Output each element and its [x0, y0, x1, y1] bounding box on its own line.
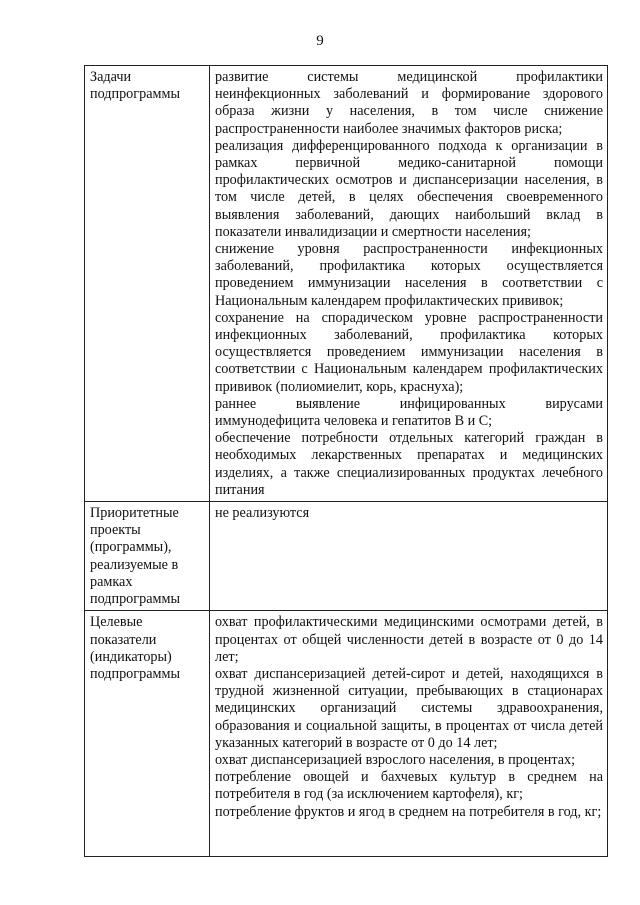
indicator-entry: охват диспансеризацией детей-сирот и детей, находящихся в трудной жизненной ситуации, пребывающих в стационарах медицинских организаций системы здравоохранения, образования и социальной защиты, в процентах от числа детей указанных категорий в возрасте от 0 до 14 лет; — [215, 665, 603, 751]
row-label-priority-projects: Приоритетные проекты (программы), реализуемые в рамках подпрограммы — [85, 502, 210, 611]
table-row-target-indicators — [85, 611, 608, 857]
priority-projects-entry: не реализуются — [215, 505, 310, 522]
table-row-priority-projects — [85, 502, 608, 611]
task-entry: реализация дифференцированного подхода к организации в рамках первичной медико-санитарной помощи профилактических осмотров и диспансеризации населения, в том числе детей, в целях обеспечения своевременного выявления заболеваний, дающих наибольший вклад в показатели инвалидизации и смертности населения; — [215, 137, 603, 240]
indicator-entry: потребление фруктов и ягод в среднем на потребителя в год, кг; — [215, 803, 602, 820]
row-content-target-indicators — [210, 611, 608, 857]
indicator-entry: охват профилактическими медицинскими осмотрами детей, в процентах от общей численности детей в возрасте от 0 до 14 лет; — [215, 614, 603, 665]
task-entry: развитие системы медицинской профилактики неинфекционных заболеваний и формирование здорового образа жизни у населения, в том числе снижение распространенности наиболее значимых факторов риска; — [215, 69, 603, 137]
page-number: 9 — [316, 33, 324, 49]
task-entry: обеспечение потребности отдельных категорий граждан в необходимых лекарственных препаратах и медицинских изделиях, а также специализированных продуктах лечебного питания — [215, 430, 603, 498]
row-label-tasks: Задачи подпрограммы — [85, 66, 210, 502]
task-entry: снижение уровня распространенности инфекционных заболеваний, профилактика которых осуществляется проведением иммунизации населения в соответствии с Национальным календарем профилактических прививок; — [215, 241, 603, 309]
row-content-tasks — [210, 66, 608, 502]
indicator-entry: потребление овощей и бахчевых культур в среднем на потребителя в год (за исключением картофеля), кг; — [215, 769, 603, 803]
table-row-tasks — [85, 66, 608, 502]
row-content-priority-projects — [210, 502, 608, 611]
task-entry: раннее выявление инфицированных вирусами иммунодефицита человека и гепатитов В и С; — [215, 395, 603, 430]
row-label-target-indicators: Целевые показатели (индикаторы) подпрограммы — [85, 611, 210, 857]
task-entry: сохранение на спорадическом уровне распространенности инфекционных заболеваний, профилактика которых осуществляется проведением иммунизации населения в соответствии с Национальным календарем профилактических прививок (полиомиелит, корь, краснуха); — [215, 309, 603, 395]
subprogram-passport-table — [84, 65, 608, 857]
indicator-entry: охват диспансеризацией взрослого населения, в процентах; — [215, 751, 576, 768]
